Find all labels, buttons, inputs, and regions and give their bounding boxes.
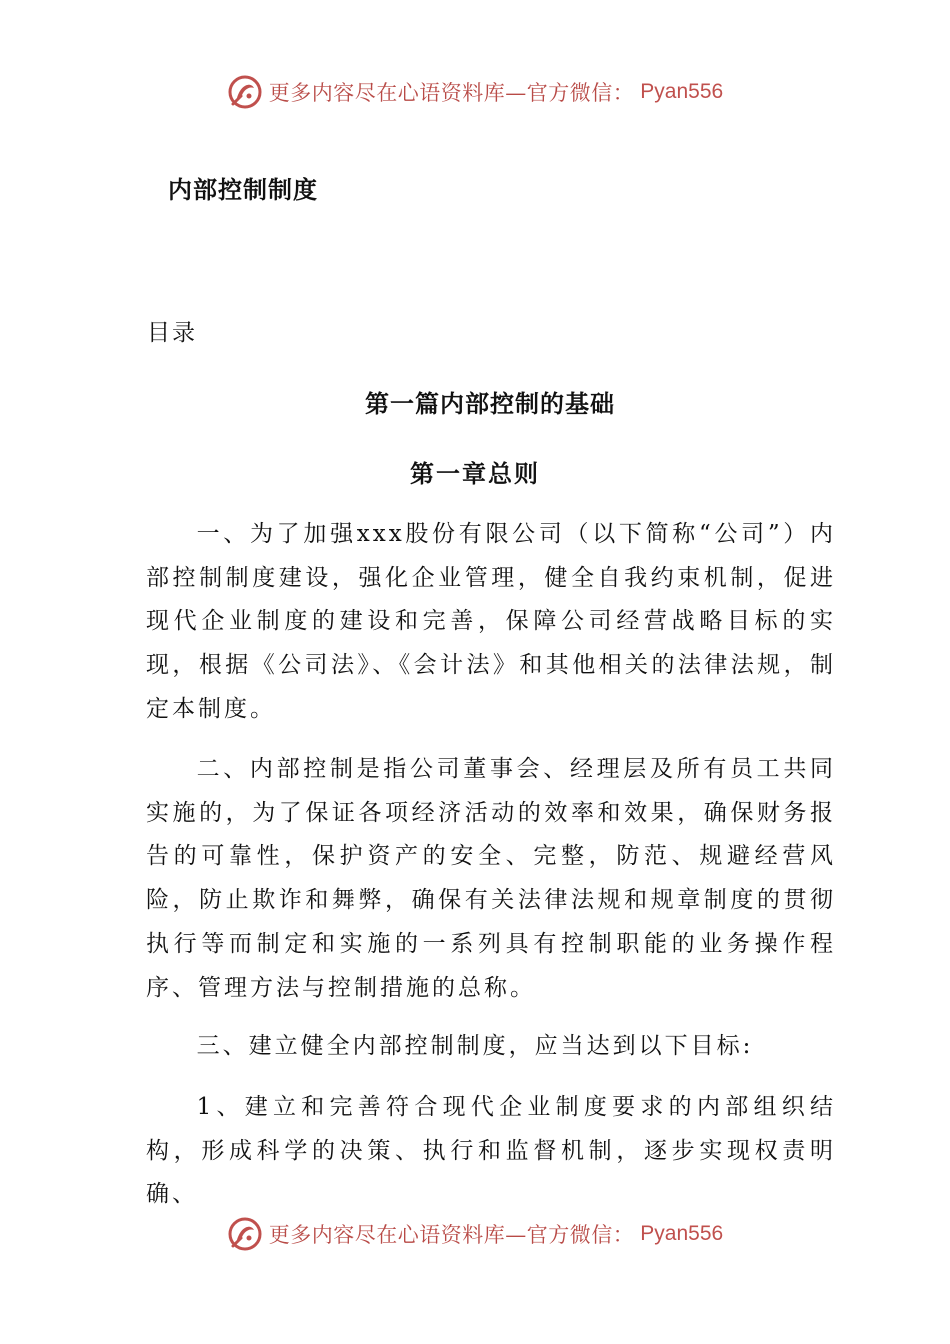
paragraph: 三、建立健全内部控制制度，应当达到以下目标: <box>196 1033 754 1059</box>
red-swirl-logo-icon <box>227 1216 263 1252</box>
footer-banner <box>0 1212 950 1256</box>
red-swirl-logo-icon <box>227 74 263 110</box>
toc-label: 目录 <box>147 320 197 346</box>
document-title: 内部控制制度 <box>168 175 318 204</box>
banner-text: 更多内容尽在心语资料库—官方微信： <box>268 1223 635 1247</box>
paragraph: 1、建立和完善符合现代企业制度要求的内部组织结构，形成科学的决策、执行和监督机制，逐步实现权责明确、 <box>146 1094 836 1208</box>
chapter-title: 第一章总则 <box>410 459 540 488</box>
part-title: 第一篇内部控制的基础 <box>365 389 615 418</box>
paragraph: 二、内部控制是指公司董事会、经理层及所有员工共同实施的，为了保证各项经济活动的效率和效果，确保财务报告的可靠性，保护资产的安全、完整，防范、规避经营风险，防止欺诈和舞弊，确保有关法律法规和规章制度的贯彻执行等而制定和实施的一系列具有控制职能的业务操作程序、管理方法与控制措施的总称。 <box>146 756 836 1001</box>
paragraph: 一、为了加强xxx股份有限公司（以下简称“公司”）内部控制制度建设，强化企业管理，健全自我约束机制，促进现代企业制度的建设和完善，保障公司经营战略目标的实现，根据《公司法》、《会计法》和其他相关的法律法规，制定本制度。 <box>146 521 836 722</box>
banner-wechat-id: Pyan556 <box>640 80 724 103</box>
header-banner <box>0 70 950 114</box>
banner-text: 更多内容尽在心语资料库—官方微信： <box>268 81 635 105</box>
banner-wechat-id: Pyan556 <box>640 1222 724 1245</box>
